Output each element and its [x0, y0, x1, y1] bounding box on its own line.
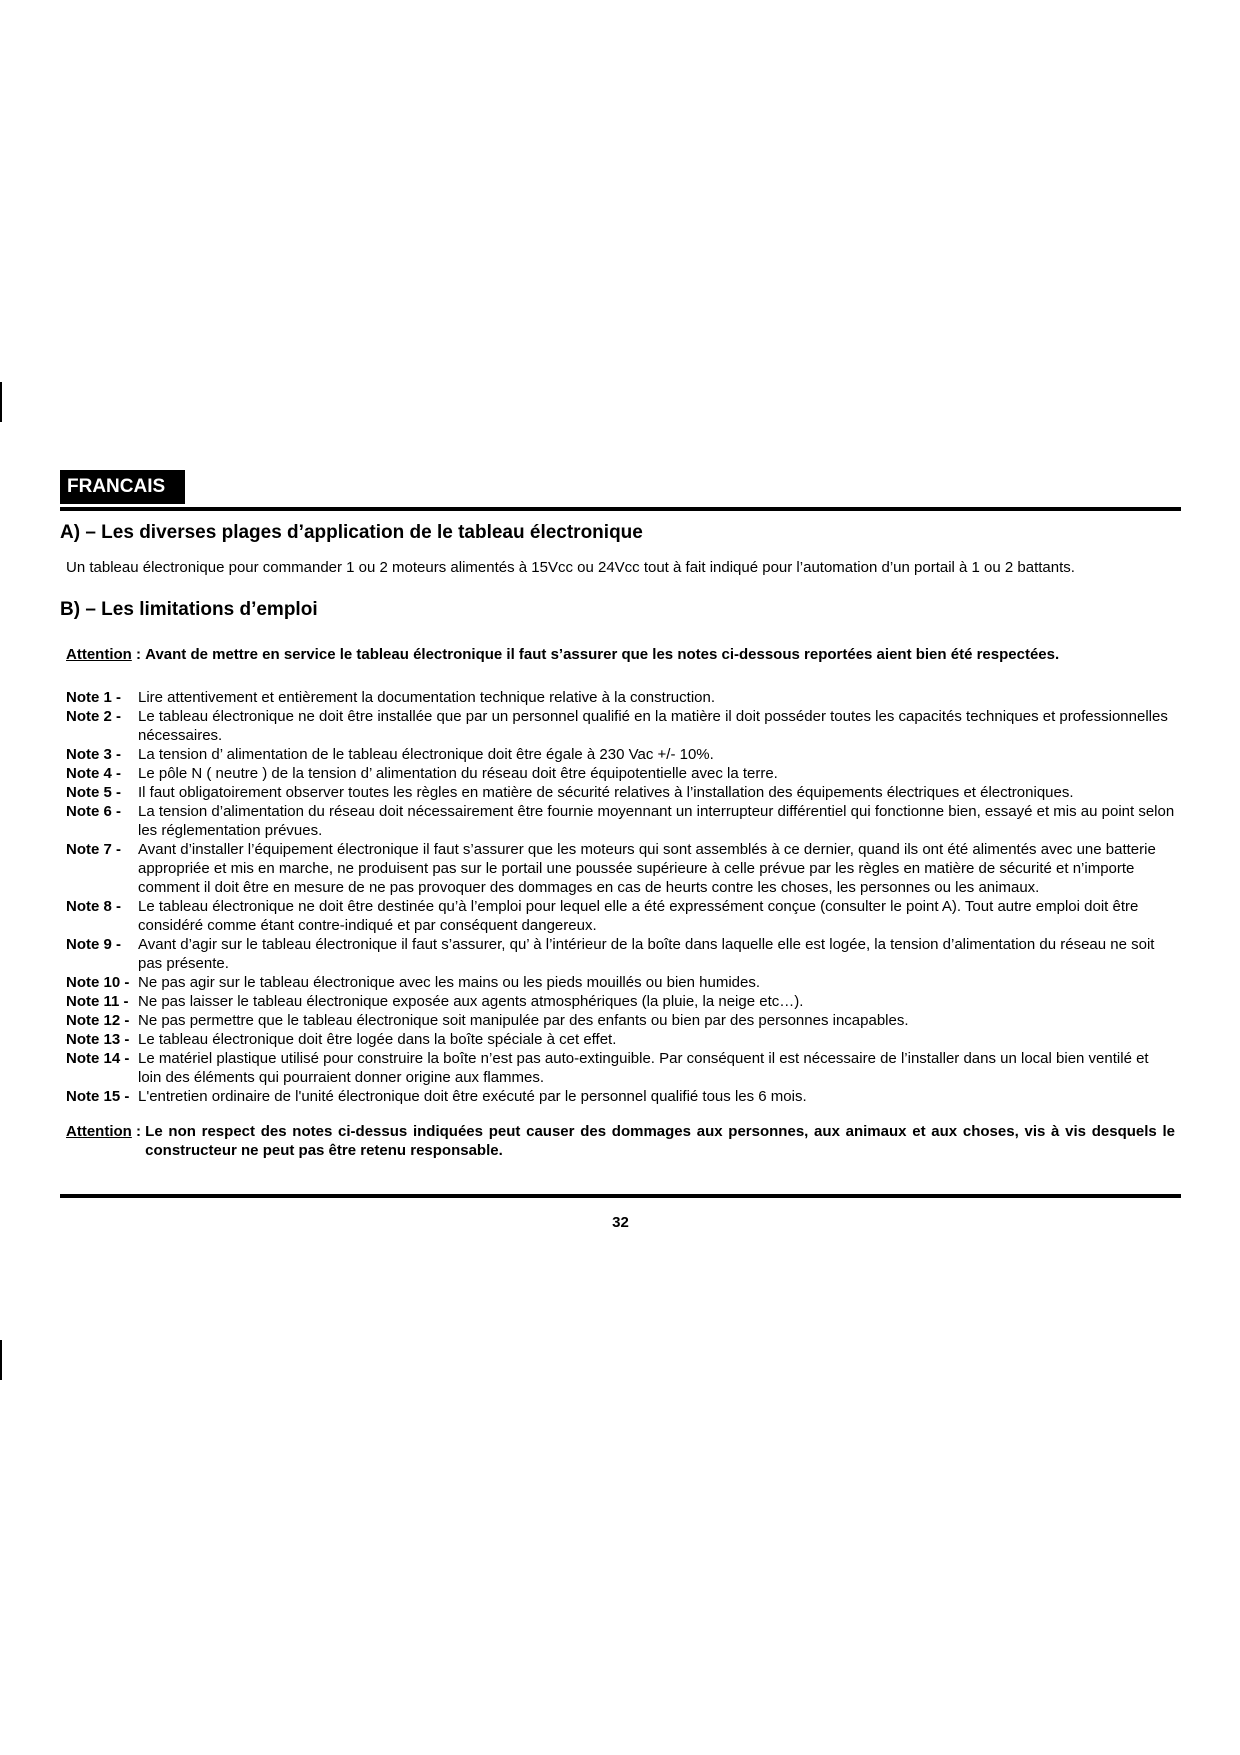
crop-mark-bottom: [0, 1340, 2, 1380]
top-rule: [60, 507, 1181, 511]
note-label: Note 4 -: [66, 765, 122, 782]
note-label: Note 10 -: [66, 974, 130, 991]
attention-text: Le non respect des notes ci-dessus indiquées peut causer des dommages aux personnes, aux animaux et aux choses, vis à vis desquels le constructeur ne peut pas être retenu responsable.: [145, 1123, 1175, 1159]
note-text: Le tableau électronique ne doit être installée que par un personnel qualifié en la matière il doit posséder toutes les capacités techniques et professionnelles nécessaires.: [138, 708, 1168, 744]
attention-notice-1: Attention : Avant de mettre en service le tableau électronique il faut s’assurer que les notes ci-dessous reportées aient bien été respectées.: [66, 645, 1175, 664]
page-number: 32: [612, 1214, 629, 1231]
note-label: Note 2 -: [66, 708, 122, 725]
note-item: [66, 764, 1175, 783]
attention-notice-2: Attention : Le non respect des notes ci-dessus indiquées peut causer des dommages aux personnes, aux animaux et aux choses, vis à vis desquels le constructeur ne peut pas être retenu responsable.: [66, 1123, 1175, 1159]
note-text: Le matériel plastique utilisé pour construire la boîte n’est pas auto-extinguible. Par conséquent il est nécessaire de l’installer dans un local bien ventilé et loin des éléments qui pourraient donner origine aux flammes.: [138, 1050, 1149, 1086]
note-item: [66, 745, 1175, 764]
note-text: La tension d’ alimentation de le tableau électronique doit être égale à 230 Vac +/- 10%.: [138, 746, 714, 763]
note-label: Note 9 -: [66, 936, 122, 953]
note-item: [66, 897, 1175, 935]
note-text: Ne pas laisser le tableau électronique exposée aux agents atmosphériques (la pluie, la neige etc…).: [138, 993, 804, 1010]
note-text: Avant d’agir sur le tableau électronique il faut s’assurer, qu’ à l’intérieur de la boîte dans laquelle elle est logée, la tension d’alimentation du réseau ne soit pas présente.: [138, 936, 1155, 972]
note-item: [66, 1011, 1175, 1030]
note-label: Note 1 -: [66, 689, 122, 706]
language-tab-row: [60, 470, 1181, 507]
section-a-text: Un tableau électronique pour commander 1 ou 2 moteurs alimentés à 15Vcc ou 24Vcc tout à fait indiqué pour l’automation d’un portail à 1 ou 2 battants.: [66, 559, 1075, 576]
notes-list: [66, 688, 1175, 1106]
note-label: Note 14 -: [66, 1050, 130, 1067]
note-text: Avant d’installer l’équipement électronique il faut s’assurer que les moteurs qui sont assemblés à ce dernier, quand ils ont été alimentés avec une batterie appropriée et mis en marche, ne produisent pas sur le portail une poussée supérieure à celle prévue par les règles en matière de sécurité et n’importe comment il doit être en mesure de ne pas provoquer des dommages en cas de heurts contre les choses, les personnes ou les animaux.: [138, 841, 1156, 896]
note-text: Il faut obligatoirement observer toutes les règles en matière de sécurité relatives à l’installation des équipements électriques et électroniques.: [138, 784, 1074, 801]
section-a-title: A) – Les diverses plages d’application de le tableau électronique: [60, 522, 643, 543]
note-text: Ne pas agir sur le tableau électronique avec les mains ou les pieds mouillés ou bien humides.: [138, 974, 761, 991]
note-item: [66, 992, 1175, 1011]
note-label: Note 13 -: [66, 1031, 130, 1048]
attention-label: Attention: [66, 646, 132, 663]
note-label: Note 6 -: [66, 803, 122, 820]
attention-label: Attention: [66, 1123, 132, 1140]
crop-mark-top: [0, 382, 2, 422]
note-text: Le pôle N ( neutre ) de la tension d’ alimentation du réseau doit être équipotentielle avec la terre.: [138, 765, 778, 782]
note-text: Le tableau électronique doit être logée dans la boîte spéciale à cet effet.: [138, 1031, 617, 1048]
note-label: Note 7 -: [66, 841, 122, 858]
note-text: La tension d’alimentation du réseau doit nécessairement être fournie moyennant un interrupteur différentiel qui fonctionne bien, essayé et mis au point selon les réglementation prévues.: [138, 803, 1175, 839]
note-label: Note 8 -: [66, 898, 122, 915]
note-item: [66, 935, 1175, 973]
note-label: Note 5 -: [66, 784, 122, 801]
note-item: [66, 688, 1175, 707]
note-label: Note 11 -: [66, 993, 129, 1010]
language-tab: FRANCAIS: [60, 470, 185, 504]
note-item: [66, 973, 1175, 992]
manual-page: [60, 470, 1181, 1231]
section-b-title: B) – Les limitations d’emploi: [60, 599, 318, 620]
note-item: [66, 707, 1175, 745]
note-item: [66, 783, 1175, 802]
note-label: Note 12 -: [66, 1012, 130, 1029]
note-text: Le tableau électronique ne doit être destinée qu’à l’emploi pour lequel elle a été expressément conçue (consulter le point A). Tout autre emploi doit être considéré comme étant contre-indiqué et par conséquent dangereux.: [138, 898, 1139, 934]
note-label: Note 3 -: [66, 746, 122, 763]
note-item: [66, 1030, 1175, 1049]
note-text: Ne pas permettre que le tableau électronique soit manipulée par des enfants ou bien par des personnes incapables.: [138, 1012, 909, 1029]
attention-text: Avant de mettre en service le tableau électronique il faut s’assurer que les notes ci-dessous reportées aient bien été respectées.: [145, 646, 1060, 663]
bottom-rule: [60, 1194, 1181, 1198]
note-label: Note 15 -: [66, 1088, 130, 1105]
note-text: L'entretien ordinaire de l'unité électronique doit être exécuté par le personnel qualifié tous les 6 mois.: [138, 1088, 807, 1105]
note-item: [66, 1049, 1175, 1087]
note-item: [66, 1087, 1175, 1106]
note-text: Lire attentivement et entièrement la documentation technique relative à la construction.: [138, 689, 716, 706]
note-item: [66, 840, 1175, 897]
note-item: [66, 802, 1175, 840]
